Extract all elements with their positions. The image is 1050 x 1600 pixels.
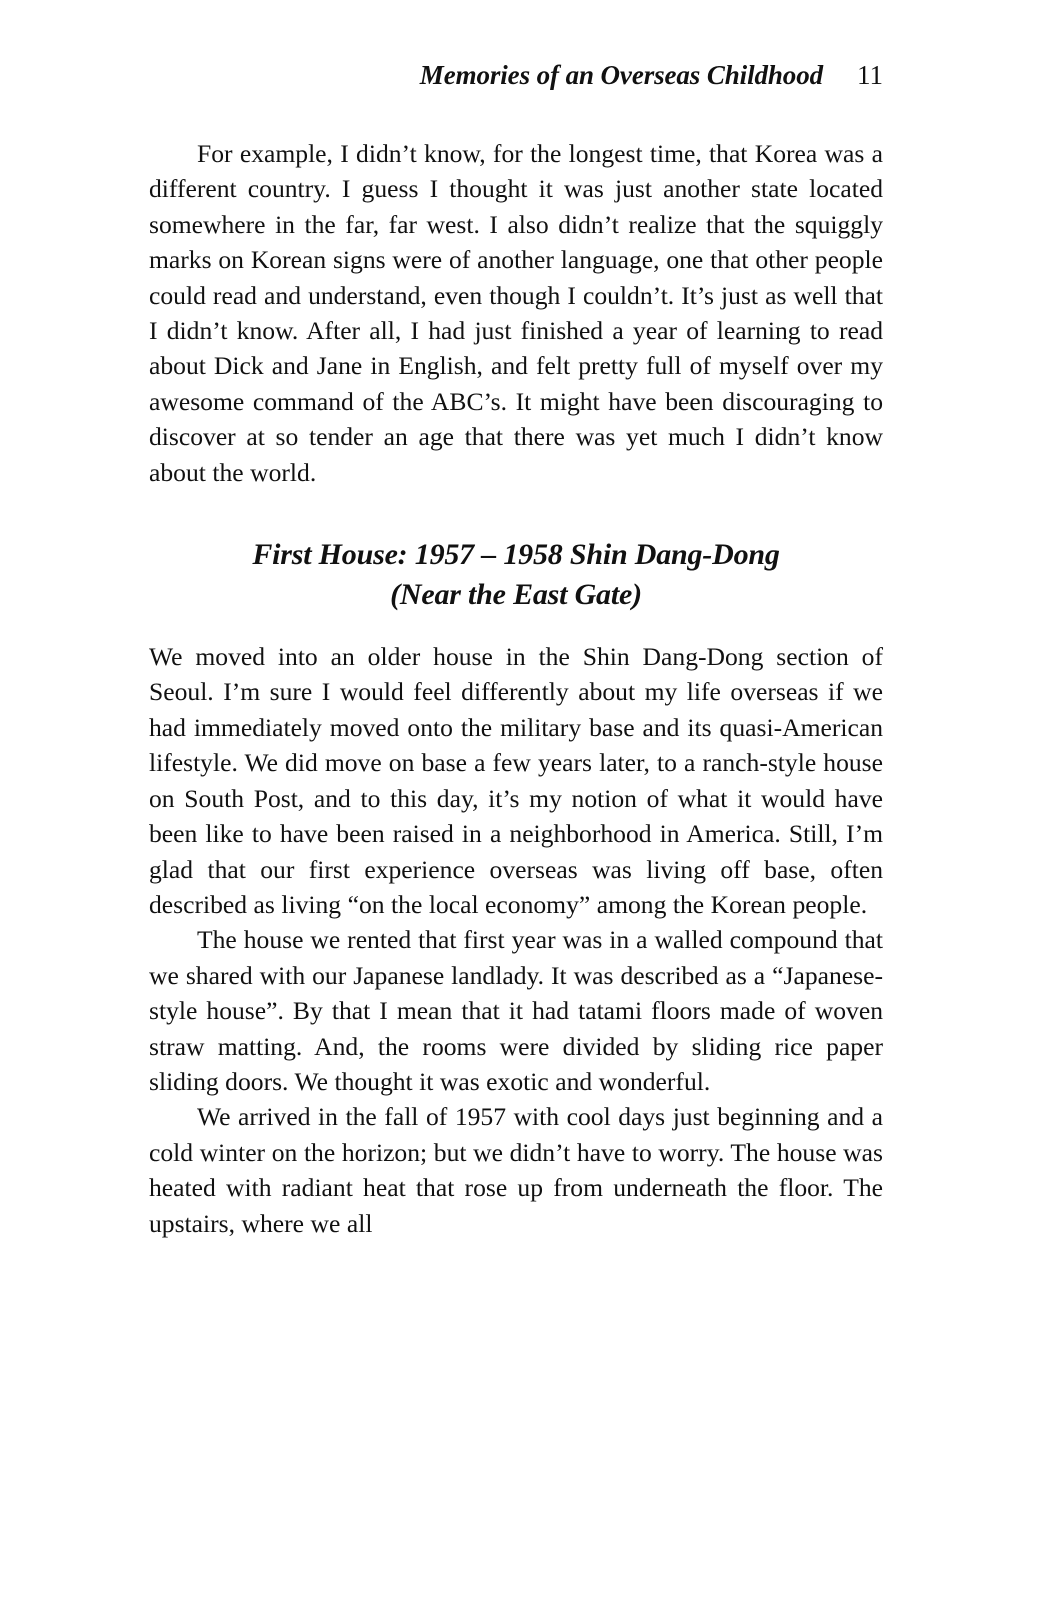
paragraph-2: We moved into an older house in the Shin Dang-Dong section of Seoul. I’m sure I would feel differently about my life overseas if we had immediately moved onto the military base and its quasi-American lifestyle. We did move on base a few years later, to a ranch-style house on South Post, and to this day, it’s my notion of what it would have been like to have been raised in a neighborhood in America. Still, I’m glad that our first experience overseas was living off base, often described as living “on the local economy” among the Korean people. — [149, 642, 883, 919]
page-number: 11 — [857, 60, 883, 90]
spacer-after-heading — [149, 615, 883, 639]
section-heading-line-1: First House: 1957 – 1958 Shin Dang-Dong — [252, 538, 780, 572]
text-block — [149, 136, 883, 1241]
section-heading — [149, 535, 883, 615]
section-heading-line-2: (Near the East Gate) — [390, 578, 642, 612]
running-head-title: Memories of an Overseas Childhood — [419, 60, 823, 90]
running-head — [149, 62, 883, 89]
paragraph-3: The house we rented that first year was in a walled compound that we shared with our Japanese landlady. It was described as a “Japanese-style house”. By that I mean that it had tatami floors made of woven straw matting. And, the rooms were divided by sliding rice paper sliding doors. We thought it was exotic and wonderful. — [149, 925, 883, 1096]
paragraph-1: For example, I didn’t know, for the longest time, that Korea was a different country. I guess I thought it was just another state located somewhere in the far, far west. I also didn’t realize that the squiggly marks on Korean signs were of another language, one that other people could read and understand, even though I couldn’t. It’s just as well that I didn’t know. After all, I had just finished a year of learning to read about Dick and Jane in English, and felt pretty full of myself over my awesome command of the ABC’s. It might have been discouraging to discover at so tender an age that there was yet much I didn’t know about the world. — [149, 139, 883, 487]
paragraph-4: We arrived in the fall of 1957 with cool days just beginning and a cold winter on the horizon; but we didn’t have to worry. The house was heated with radiant heat that rose up from underneath the floor. The upstairs, where we all — [149, 1102, 883, 1238]
spacer-before-heading — [149, 490, 883, 535]
